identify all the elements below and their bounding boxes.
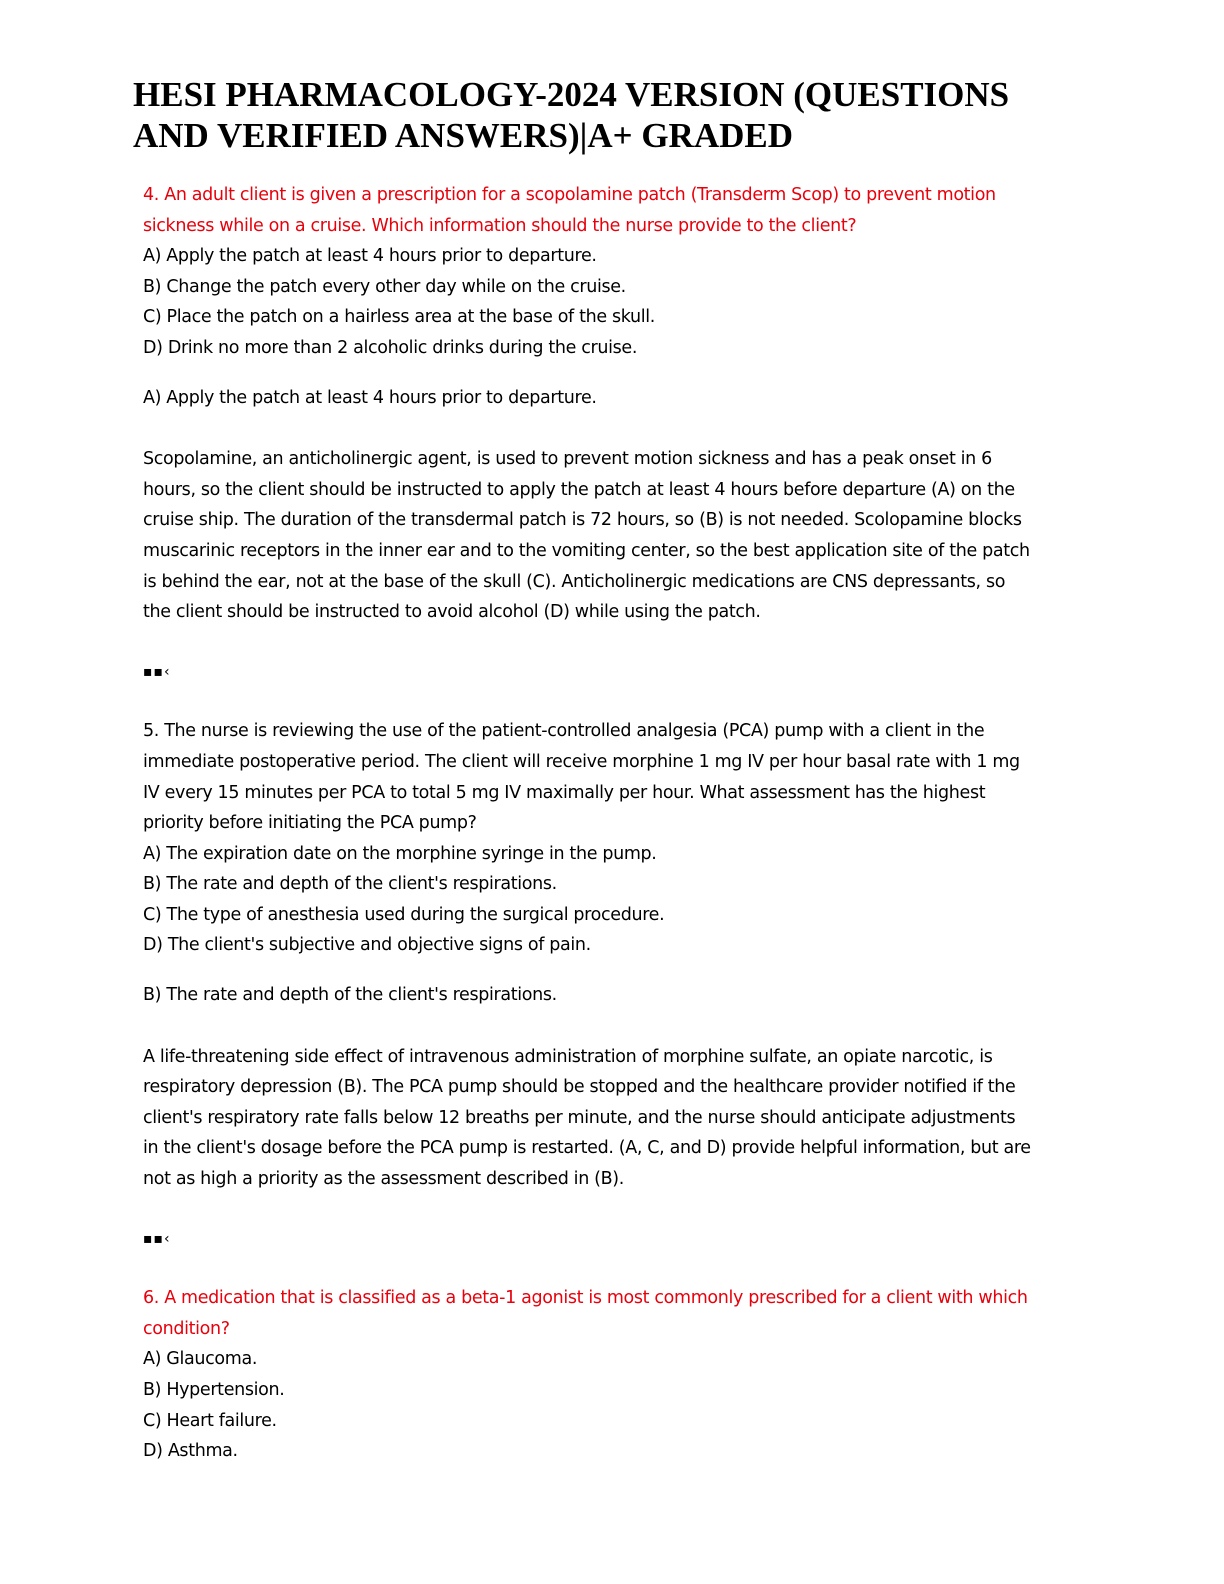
question-4-option-a: A) Apply the patch at least 4 hours prior to departure. [143, 246, 597, 267]
question-5-option-c: C) The type of anesthesia used during the surgical procedure. [143, 904, 665, 925]
question-5-stem-line: 5. The nurse is reviewing the use of the patient-controlled analgesia (PCA) pump with a client in the [143, 721, 985, 742]
question-4-rationale-line: hours, so the client should be instructed to apply the patch at least 4 hours before departure (A) on the [143, 479, 1015, 500]
question-5-stem-line: immediate postoperative period. The client will receive morphine 1 mg IV per hour basal rate with 1 mg [143, 751, 1020, 772]
question-5-stem-line: priority before initiating the PCA pump? [143, 813, 477, 834]
question-6 [143, 1283, 1083, 1467]
question-4-rationale-line: is behind the ear, not at the base of the skull (C). Anticholinergic medications are CNS depressants, so [143, 571, 1006, 592]
question-5-option-a: A) The expiration date on the morphine syringe in the pump. [143, 843, 657, 864]
question-4-stem-line: sickness while on a cruise. Which information should the nurse provide to the client? [143, 215, 857, 236]
question-6-stem-line: 6. A medication that is classified as a beta-1 agonist is most commonly prescribed for a client with which [143, 1288, 1028, 1309]
question-5-rationale-line: respiratory depression (B). The PCA pump should be stopped and the healthcare provider notified if the [143, 1077, 1016, 1098]
question-5-option-b: B) The rate and depth of the client's respirations. [143, 874, 557, 895]
question-4-rationale-line: muscarinic receptors in the inner ear and to the vomiting center, so the best application site of the patch [143, 540, 1030, 561]
question-4-stem-line: 4. An adult client is given a prescription for a scopolamine patch (Transderm Scop) to prevent motion [143, 185, 996, 205]
question-5-option-d: D) The client's subjective and objective signs of pain. [143, 935, 591, 956]
question-6-option-c: C) Heart failure. [143, 1410, 277, 1431]
question-4-option-d: D) Drink no more than 2 alcoholic drinks during the cruise. [143, 337, 638, 358]
question-4-rationale-line: the client should be instructed to avoid alcohol (D) while using the patch. [143, 602, 761, 623]
question-5-rationale-line: in the client's dosage before the PCA pump is restarted. (A, C, and D) provide helpful information, but are [143, 1138, 1031, 1159]
question-5-rationale-line: A life-threatening side effect of intravenous administration of morphine sulfate, an opiate narcotic, is [143, 1046, 993, 1067]
question-6-option-d: D) Asthma. [143, 1441, 238, 1462]
question-5-rationale-line: client's respiratory rate falls below 12 breaths per minute, and the nurse should anticipate adjustments [143, 1107, 1016, 1128]
question-4-rationale-line: Scopolamine, an anticholinergic agent, is used to prevent motion sickness and has a peak onset in 6 [143, 449, 992, 470]
document-title [133, 74, 1093, 156]
question-4-option-b: B) Change the patch every other day while on the cruise. [143, 276, 626, 297]
question-4-answer: A) Apply the patch at least 4 hours prior to departure. [143, 387, 597, 408]
document-body [143, 180, 1083, 1467]
question-5-stem-line: IV every 15 minutes per PCA to total 5 mg IV maximally per hour. What assessment has the highest [143, 782, 986, 803]
question-5 [143, 716, 1083, 1194]
separator-mark: ▪▪‹ [143, 1230, 171, 1247]
title-line-1: HESI PHARMACOLOGY-2024 VERSION (QUESTIONS [133, 75, 1010, 114]
separator-mark: ▪▪‹ [143, 663, 171, 680]
question-6-option-a: A) Glaucoma. [143, 1349, 258, 1370]
question-4 [143, 180, 1083, 628]
question-4-option-c: C) Place the patch on a hairless area at the base of the skull. [143, 307, 655, 328]
question-5-answer: B) The rate and depth of the client's respirations. [143, 985, 557, 1006]
question-6-stem-line: condition? [143, 1318, 230, 1339]
question-6-option-b: B) Hypertension. [143, 1380, 285, 1400]
question-5-rationale-line: not as high a priority as the assessment described in (B). [143, 1169, 624, 1190]
title-line-2: AND VERIFIED ANSWERS)|A+ GRADED [133, 116, 794, 155]
question-4-rationale-line: cruise ship. The duration of the transdermal patch is 72 hours, so (B) is not needed. Scolopamine blocks [143, 510, 1022, 531]
